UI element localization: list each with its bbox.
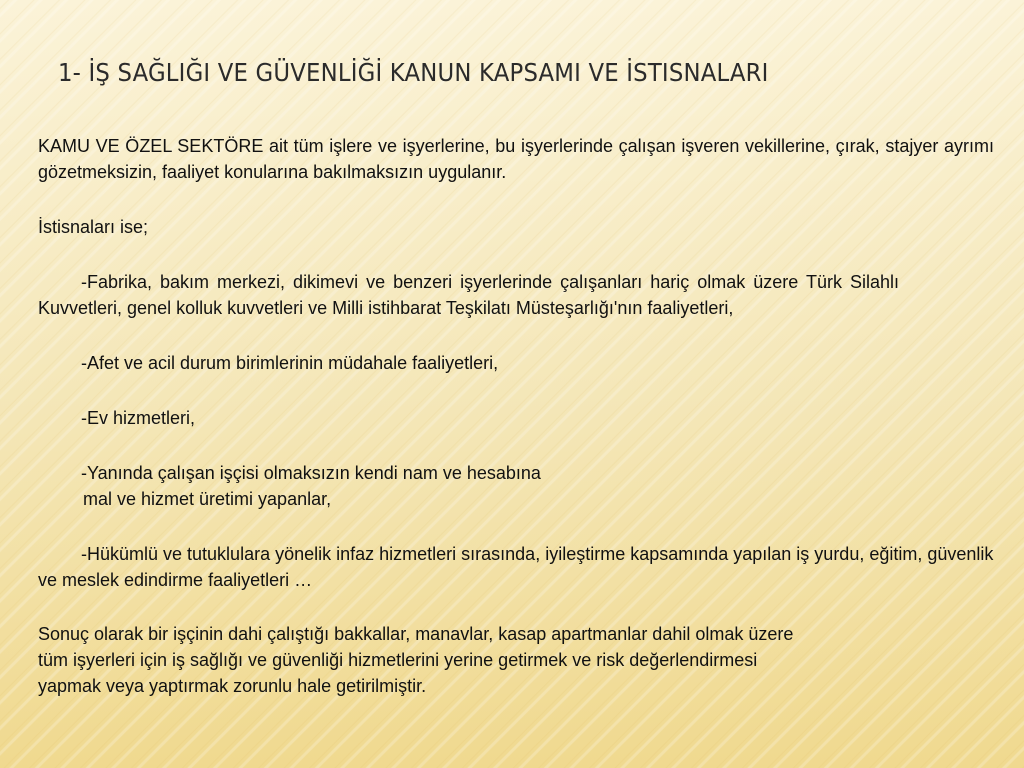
exception-disaster: -Afet ve acil durum birimlerinin müdahale faaliyetleri, <box>81 353 499 373</box>
exception-military <box>38 269 994 321</box>
exception-military-part1: -Fabrika, bakım merkezi, dikimevi ve benzeri işyerlerinde çalışanları hariç olmak üzere Türk Silahlı <box>81 272 899 292</box>
exceptions-heading: İstisnaları ise; <box>38 217 149 237</box>
conclusion-line3: yapmak veya yaptırmak zorunlu hale getirilmiştir. <box>38 676 427 696</box>
exception-military-part2: Kuvvetleri, genel kolluk kuvvetleri ve Milli istihbarat Teşkilatı Müsteşarlığı'nın faaliyetleri, <box>38 298 734 318</box>
exception-prison: -Hükümlü ve tutuklulara yönelik infaz hizmetleri sırasında, iyileştirme kapsamında yapılan iş yurdu, eğitim, güvenlik ve meslek edindirme faaliyetleri … <box>38 544 994 590</box>
exception-household: -Ev hizmetleri, <box>81 408 196 428</box>
slide-title: 1- İŞ SAĞLIĞI VE GÜVENLİĞİ KANUN KAPSAMI VE İSTISNALARI <box>58 58 769 87</box>
conclusion-line2: tüm işyerleri için iş sağlığı ve güvenliği hizmetlerini yerine getirmek ve risk değerlendirmesi <box>38 650 758 670</box>
exception-self-employed-line1: -Yanında çalışan işçisi olmaksızın kendi nam ve hesabına <box>81 463 541 483</box>
conclusion-line1: Sonuç olarak bir işçinin dahi çalıştığı bakkallar, manavlar, kasap apartmanlar dahil olmak üzere <box>38 624 794 644</box>
slide-body <box>38 133 994 699</box>
scope-paragraph: KAMU VE ÖZEL SEKTÖRE ait tüm işlere ve işyerlerine, bu işyerlerinde çalışan işveren vekillerine, çırak, stajyer ayrımı gözetmeksizin, faaliyet konularına bakılmaksızın uygulanır. <box>38 136 994 182</box>
exception-self-employed-line2: mal ve hizmet üretimi yapanlar, <box>83 489 332 509</box>
